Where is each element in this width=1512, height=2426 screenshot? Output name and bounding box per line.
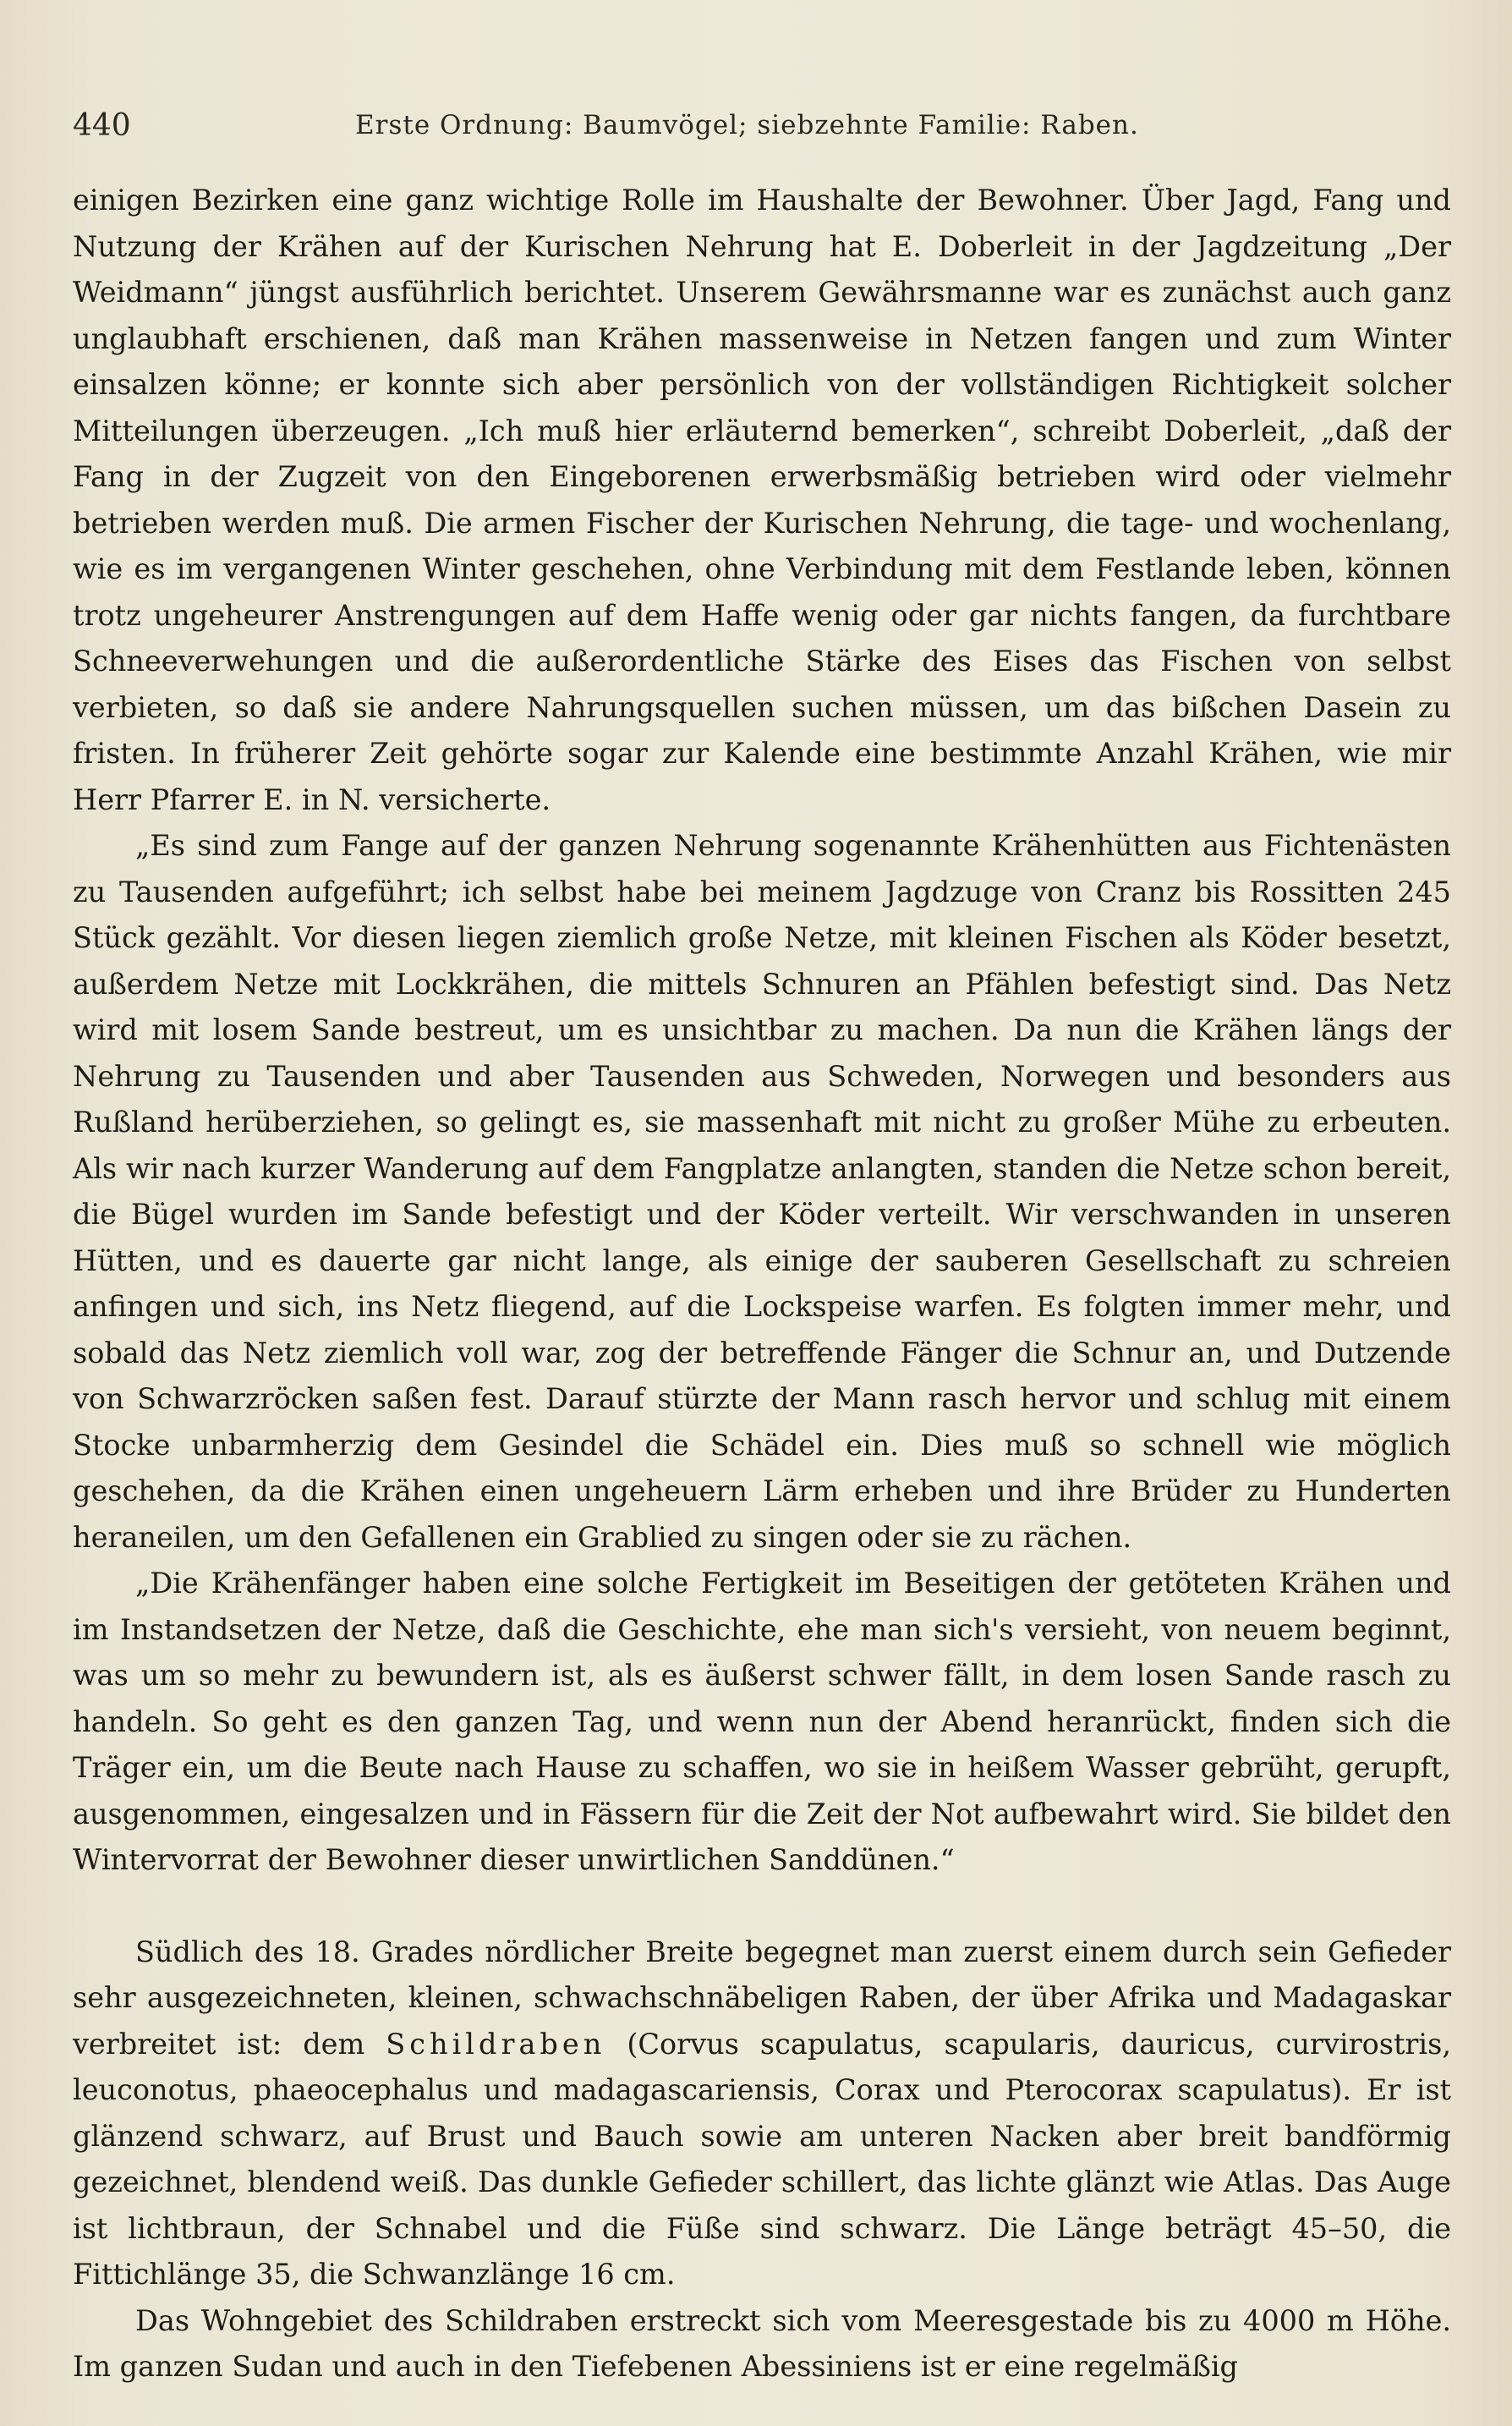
paragraph-1: einigen Bezirken eine ganz wichtige Rolle im Haushalte der Bewohner. Über Jagd, Fang und Nutzung der Krähen auf der Kurischen Nehrung hat E. Doberleit in der Jagdzeitung „Der Weidmann“ jüngst ausführlich berichtet. Unserem Gewährsmanne war es zunächst auch ganz unglaubhaft erschienen, daß man Krähen massenweise in Netzen fangen und zum Winter einsalzen könne; er konnte sich aber persönlich von der vollständigen Richtigkeit solcher Mitteilungen überzeugen. „Ich muß hier erläuternd bemerken“, schreibt Doberleit, „daß der Fang in der Zugzeit von den Eingeborenen erwerbsmäßig betrieben wird oder vielmehr betrieben werden muß. Die armen Fischer der Kurischen Nehrung, die tage- und wochenlang, wie es im vergangenen Winter geschehen, ohne Verbindung mit dem Festlande leben, können trotz ungeheurer Anstrengungen auf dem Haffe wenig oder gar nichts fangen, da furchtbare Schneeverwehungen und die außerordentliche Stärke des Eises das Fischen von selbst verbieten, so daß sie andere Nahrungsquellen suchen müssen, um das bißchen Dasein zu fristen. In früherer Zeit gehörte sogar zur Kalende eine bestimmte Anzahl Krähen, wie mir Herr Pfarrer E. in N. versicherte. [73, 184, 1451, 816]
species-name: Schildraben [386, 2027, 606, 2061]
page-number: 440 [73, 108, 131, 143]
paragraph-2: „Es sind zum Fange auf der ganzen Nehrung sogenannte Krähenhütten aus Fichtenästen zu Tausenden aufgeführt; ich selbst habe bei meinem Jagdzuge von Cranz bis Rossitten 245 Stück gezählt. Vor diesen liegen ziemlich große Netze, mit kleinen Fischen als Köder besetzt, außerdem Netze mit Lockkrähen, die mittels Schnuren an Pfählen befestigt sind. Das Netz wird mit losem Sande bestreut, um es unsichtbar zu machen. Da nun die Krähen längs der Nehrung zu Tausenden und aber Tausenden aus Schweden, Norwegen und besonders aus Rußland herüberziehen, so gelingt es, sie massenhaft mit nicht zu großer Mühe zu erbeuten. Als wir nach kurzer Wanderung auf dem Fangplatze anlangten, standen die Netze schon bereit, die Bügel wurden im Sande befestigt und der Köder verteilt. Wir verschwanden in unseren Hütten, und es dauerte gar nicht lange, als einige der sauberen Gesellschaft zu schreien anfingen und sich, ins Netz fliegend, auf die Lockspeise warfen. Es folgten immer mehr, und sobald das Netz ziemlich voll war, zog der betreffende Fänger die Schnur an, und Dutzende von Schwarzröcken saßen fest. Darauf stürzte der Mann rasch hervor und schlug mit einem Stocke unbarmherzig dem Gesindel die Schädel ein. Dies muß so schnell wie möglich geschehen, da die Krähen einen ungeheuern Lärm erheben und ihre Brüder zu Hunderten heraneilen, um den Gefallenen ein Grablied zu singen oder sie zu rächen. [73, 829, 1451, 1554]
paragraph-5: Das Wohngebiet des Schildraben erstreckt sich vom Meeresgestade bis zu 4000 m Höhe. Im ganzen Sudan und auch in den Tiefebenen Abessiniens ist er eine regelmäßig [73, 2303, 1451, 2383]
paragraph-3: „Die Krähenfänger haben eine solche Fertigkeit im Beseitigen der getöteten Krähen und im Instandsetzen der Netze, daß die Geschichte, ehe man sich's versieht, von neuem beginnt, was um so mehr zu bewundern ist, als es äußerst schwer fällt, in dem losen Sande rasch zu handeln. So geht es den ganzen Tag, und wenn nun der Abend heranrückt, finden sich die Träger ein, um die Beute nach Hause zu schaffen, wo sie in heißem Wasser gebrüht, gerupft, ausgenommen, eingesalzen und in Fässern für die Zeit der Not aufbewahrt wird. Sie bildet den Wintervorrat der Bewohner dieser unwirtlichen Sanddünen.“ [73, 1567, 1451, 1876]
paragraph-4-part-a: Südlich des 18. Grades nördlicher Breite begegnet man zuerst einem durch sein Gefieder sehr ausgezeichneten, kleinen, schwachschnäbeligen Raben, der über Afrika und Madagaskar verbreitet ist: dem [73, 1935, 1451, 2061]
paragraph-4-part-b: (Corvus scapulatus, scapularis, dauricus, curvirostris, leuconotus, phaeocephalus und madagascariensis, Corax und Pterocorax scapulatus). Er ist glänzend schwarz, auf Brust und Bauch sowie am unteren Nacken aber breit bandförmig gezeichnet, blendend weiß. Das dunkle Gefieder schillert, das lichte glänzt wie Atlas. Das Auge ist lichtbraun, der Schnabel und die Füße sind schwarz. Die Länge beträgt 45–50, die Fittichlänge 35, die Schwanzlänge 16 cm. [73, 2027, 1451, 2291]
paragraph-4 [73, 1929, 1451, 2298]
body-text [73, 178, 1451, 2390]
running-title: Erste Ordnung: Baumvögel; siebzehnte Familie: Raben. [355, 110, 1139, 140]
page-header [73, 108, 1460, 159]
